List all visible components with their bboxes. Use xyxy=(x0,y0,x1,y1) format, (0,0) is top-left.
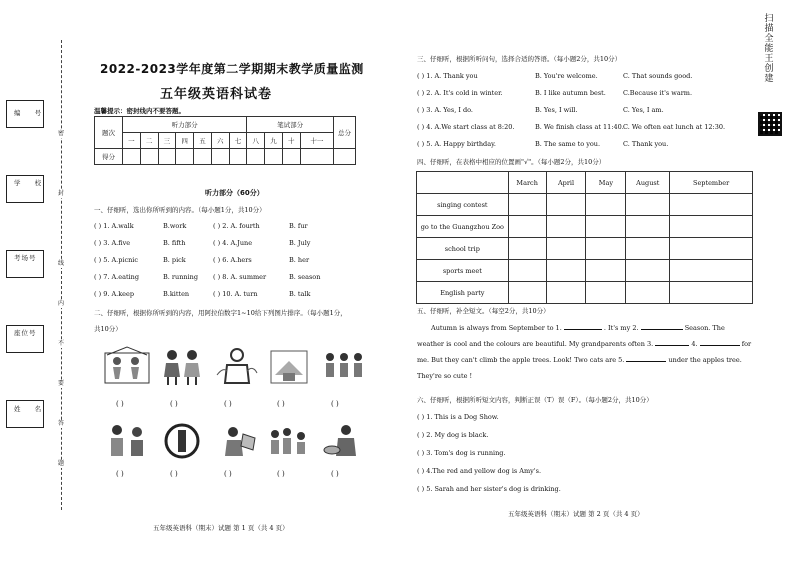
q4-table xyxy=(416,171,753,304)
seal-char: 题 xyxy=(57,460,64,467)
q3-option: ( ) 5. A. Happy birthday. xyxy=(417,140,496,148)
q3-title: 三、仔细听，根据所听问句，选择合适的答语。（每小题2分，共10分） xyxy=(417,55,622,63)
q1-option: ( ) 3. A.five xyxy=(94,239,131,247)
seal-char: 封 xyxy=(57,190,64,197)
passage-text: me. But they can't climb the apple trees. Look! Two cats are 5. xyxy=(417,356,625,364)
q1-option: B.work xyxy=(163,222,187,230)
q6-item: ( ) 2. My dog is black. xyxy=(417,431,489,439)
q1-option: ( ) 2. A. fourth xyxy=(213,222,260,230)
binding-label-room: 考场号 xyxy=(14,254,37,262)
q1-option: ( ) 6. A.hers xyxy=(213,256,252,264)
exam-subtitle: 五年级英语科试卷 xyxy=(160,87,273,102)
answer-paren: ( ) xyxy=(331,470,339,478)
score-num: 六 xyxy=(211,133,229,149)
q1-option: ( ) 10. A. turn xyxy=(213,290,258,298)
picture-children-dance-icon xyxy=(158,345,206,387)
tick-cell[interactable] xyxy=(670,238,753,260)
q2-title-cont: 共10分） xyxy=(94,325,122,333)
q1-option: B.kitten xyxy=(163,290,190,298)
answer-paren: ( ) xyxy=(170,470,178,478)
binding-label-name: 姓 名 xyxy=(14,405,48,413)
tick-cell[interactable] xyxy=(508,194,546,216)
passage-text: Season. The xyxy=(684,324,725,332)
q5-passage xyxy=(417,320,772,384)
q4-title: 四、仔细听，在表格中相应的位置画"√"。（每小题2分，共10分） xyxy=(417,158,606,166)
score-cell-row-label: 得分 xyxy=(95,149,123,165)
page-footer-right: 五年级英语科（期末）试题 第 2 页（共 4 页） xyxy=(508,510,644,518)
q3-option: B. I like autumn best. xyxy=(535,89,606,97)
q3-option: C.Because it's warm. xyxy=(623,89,693,97)
tick-cell[interactable] xyxy=(626,260,670,282)
picture-kids-talking-icon xyxy=(103,420,151,462)
q3-option: C. Thank you. xyxy=(623,140,669,148)
fill-blank-3[interactable] xyxy=(655,345,689,346)
tick-cell[interactable] xyxy=(626,194,670,216)
q3-option: ( ) 3. A. Yes, I do. xyxy=(417,106,473,114)
answer-paren: ( ) xyxy=(116,400,124,408)
tick-cell[interactable] xyxy=(670,216,753,238)
scanner-watermark: 扫描全能王 创建 xyxy=(764,14,774,84)
score-cell-label: 题次 xyxy=(95,117,123,149)
q1-option: B. her xyxy=(289,256,310,264)
tick-cell[interactable] xyxy=(508,216,546,238)
fill-blank-5[interactable] xyxy=(626,361,666,362)
tick-cell[interactable] xyxy=(508,238,546,260)
binding-label-seat: 座位号 xyxy=(14,329,37,337)
tick-cell[interactable] xyxy=(586,238,626,260)
passage-text: weather is cool and the colours are beautiful. My grandparents often 3. xyxy=(417,340,654,348)
picture-kids-play-icon xyxy=(103,345,151,387)
q1-option: B. July xyxy=(289,239,311,247)
score-num: 三 xyxy=(158,133,176,149)
tip-text: 温馨提示：密封线内不要答题。 xyxy=(94,107,185,115)
seal-char: 线 xyxy=(57,260,64,267)
q3-option: B. We finish class at 11:40. xyxy=(535,123,624,131)
q1-option: B. running xyxy=(163,273,199,281)
q6-title: 六、仔细听，根据所听短文内容，判断正误（T）误（F）。（每小题2分，共10分） xyxy=(417,396,653,404)
passage-text: under the apples tree. xyxy=(668,356,742,364)
score-cell-listening: 听力部分 xyxy=(123,117,247,133)
passage-text: . It's my 2. xyxy=(603,324,639,332)
score-num: 八 xyxy=(247,133,265,149)
seal-char: 要 xyxy=(57,380,64,387)
passage-text: They're so cute ! xyxy=(417,372,473,380)
month-header: March xyxy=(508,172,546,194)
q6-item: ( ) 1. This is a Dog Show. xyxy=(417,413,499,421)
tick-cell[interactable] xyxy=(508,282,546,304)
q1-option: ( ) 9. A.keep xyxy=(94,290,135,298)
passage-text: for xyxy=(741,340,752,348)
month-header: May xyxy=(586,172,626,194)
answer-paren: ( ) xyxy=(331,400,339,408)
tick-cell[interactable] xyxy=(626,282,670,304)
listening-heading: 听力部分（60分） xyxy=(205,189,264,197)
score-num: 十 xyxy=(282,133,300,149)
tick-cell[interactable] xyxy=(546,216,586,238)
month-header: August xyxy=(626,172,670,194)
picture-cooking-icon xyxy=(320,420,368,462)
q5-title: 五、仔细听，补全短文。（每空2分，共10分） xyxy=(417,307,550,315)
event-label: singing contest xyxy=(417,194,509,216)
q1-option: ( ) 1. A.walk xyxy=(94,222,134,230)
page-footer-left: 五年级英语科（期末）试题 第 1 页（共 4 页） xyxy=(153,524,289,532)
tick-cell[interactable] xyxy=(670,282,753,304)
tick-cell[interactable] xyxy=(626,238,670,260)
q3-option: ( ) 2. A. It's cold in winter. xyxy=(417,89,503,97)
passage-text: 4. xyxy=(691,340,698,348)
answer-paren: ( ) xyxy=(224,400,232,408)
tick-cell[interactable] xyxy=(508,260,546,282)
seal-line xyxy=(61,40,62,510)
q3-option: C. We often eat lunch at 12:30. xyxy=(623,123,726,131)
event-label: school trip xyxy=(417,238,509,260)
binding-label-school: 学 校 xyxy=(14,179,48,187)
q3-option: C. Yes, I am. xyxy=(623,106,664,114)
event-label: English party xyxy=(417,282,509,304)
q6-item: ( ) 5. Sarah and her sister's dog is drinking. xyxy=(417,485,561,493)
answer-paren: ( ) xyxy=(277,400,285,408)
score-cell-total: 总分 xyxy=(334,117,356,149)
q1-option: B. season xyxy=(289,273,321,281)
tick-cell[interactable] xyxy=(546,282,586,304)
tick-cell[interactable] xyxy=(586,260,626,282)
q3-option: B. Yes, I will. xyxy=(535,106,578,114)
q1-option: B. talk xyxy=(289,290,311,298)
tick-cell[interactable] xyxy=(670,194,753,216)
seal-char: 密 xyxy=(57,130,64,137)
q1-option: B. pick xyxy=(163,256,186,264)
answer-paren: ( ) xyxy=(277,470,285,478)
picture-child-reading-icon xyxy=(213,420,261,462)
month-header: April xyxy=(546,172,586,194)
score-num: 五 xyxy=(194,133,212,149)
seal-char: 不 xyxy=(57,340,64,347)
picture-building-icon xyxy=(265,345,313,387)
picture-family-icon xyxy=(265,420,313,462)
q1-option: B. fifth xyxy=(163,239,186,247)
passage-text: Autumn is always from September to 1. xyxy=(431,324,562,332)
q1-option: B. fur xyxy=(289,222,308,230)
qr-code-icon xyxy=(758,112,782,136)
tick-cell[interactable] xyxy=(546,260,586,282)
score-num: 一 xyxy=(123,133,141,149)
picture-girl-outdoor-icon xyxy=(213,345,261,387)
tick-cell[interactable] xyxy=(546,194,586,216)
score-cell-writing: 笔试部分 xyxy=(247,117,334,133)
tick-cell[interactable] xyxy=(626,216,670,238)
q2-title: 二、仔细听，根据你所听到的内容，用阿拉伯数字1~10给下列图片排序。（每小题1分， xyxy=(94,309,347,317)
tick-cell[interactable] xyxy=(546,238,586,260)
score-num: 十一 xyxy=(300,133,333,149)
q1-option: ( ) 4. A.June xyxy=(213,239,253,247)
picture-kids-group-icon xyxy=(320,345,368,387)
score-num: 二 xyxy=(140,133,158,149)
answer-paren: ( ) xyxy=(170,400,178,408)
score-num: 四 xyxy=(176,133,194,149)
binding-label-id: 编 号 xyxy=(14,109,48,117)
event-label: sports meet xyxy=(417,260,509,282)
q3-option: C. That sounds good. xyxy=(623,72,693,80)
tick-cell[interactable] xyxy=(586,194,626,216)
q3-option: ( ) 1. A. Thank you xyxy=(417,72,478,80)
q3-option: B. The same to you. xyxy=(535,140,601,148)
q1-option: ( ) 5. A.picnic xyxy=(94,256,139,264)
score-num: 七 xyxy=(229,133,247,149)
q6-item: ( ) 4.The red and yellow dog is Amy's. xyxy=(417,467,542,475)
q1-option: ( ) 8. A. summer xyxy=(213,273,267,281)
event-label: go to the Guangzhou Zoo xyxy=(417,216,509,238)
seal-char: 内 xyxy=(57,300,64,307)
fill-blank-4[interactable] xyxy=(700,345,740,346)
tick-cell[interactable] xyxy=(586,216,626,238)
score-table xyxy=(94,116,356,165)
exam-title: 2022-2023学年度第二学期期末教学质量监测 xyxy=(100,62,364,76)
month-header: September xyxy=(670,172,753,194)
q6-item: ( ) 3. Tom's dog is running. xyxy=(417,449,506,457)
answer-paren: ( ) xyxy=(116,470,124,478)
q3-option: ( ) 4. A.We start class at 8:20. xyxy=(417,123,515,131)
fill-blank-2[interactable] xyxy=(641,329,683,330)
score-num: 九 xyxy=(265,133,283,149)
no-entry-sign-icon xyxy=(158,420,206,462)
answer-paren: ( ) xyxy=(224,470,232,478)
tick-cell[interactable] xyxy=(586,282,626,304)
fill-blank-1[interactable] xyxy=(564,329,602,330)
tick-cell[interactable] xyxy=(670,260,753,282)
q3-option: B. You're welcome. xyxy=(535,72,598,80)
q1-title: 一、仔细听，选出你所听到的内容。（每小题1分，共10分） xyxy=(94,206,266,214)
seal-char: 答 xyxy=(57,420,64,427)
q1-option: ( ) 7. A.eating xyxy=(94,273,139,281)
